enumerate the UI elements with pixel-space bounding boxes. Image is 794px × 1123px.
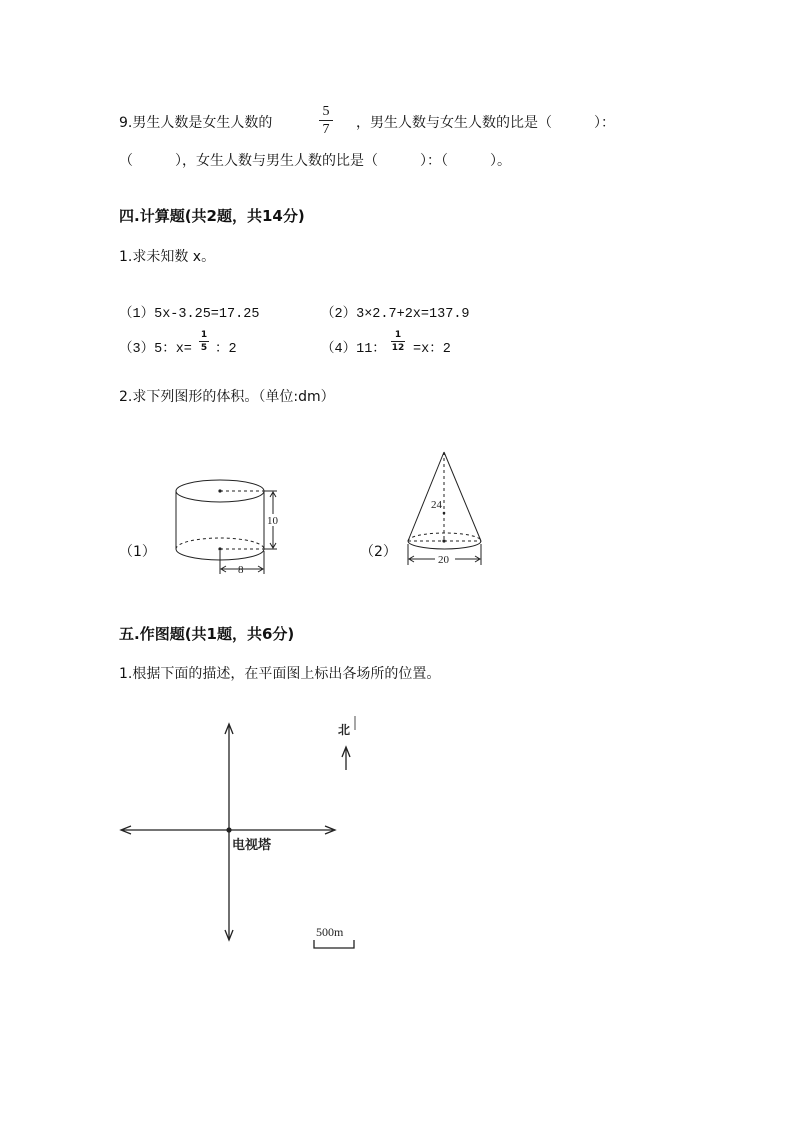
equation-3-numerator: 1	[200, 330, 208, 340]
cylinder-height-label: 10	[267, 515, 278, 527]
equation-4-fraction	[391, 330, 405, 353]
q9-fraction-numerator: 5	[322, 104, 330, 119]
figure-1-label: （1）	[119, 544, 156, 560]
q9-middle: ，男生人数与女生人数的比是（ ）：	[356, 115, 615, 131]
fraction-bar	[391, 341, 405, 342]
tv-tower-label: 电视塔	[232, 837, 272, 852]
map-figure	[115, 712, 365, 952]
equation-3-fraction	[199, 330, 209, 353]
equation-4-prefix: （4）11：	[321, 342, 386, 357]
equation-3-suffix: ：2	[215, 342, 237, 357]
equation-3-denominator: 5	[200, 343, 208, 353]
q9-fraction	[319, 104, 333, 137]
cone-height-label: 24	[431, 499, 442, 511]
cone-left-edge	[408, 452, 444, 541]
equation-4-suffix: =x：2	[413, 342, 451, 357]
scale-label: 500m	[316, 925, 344, 939]
north-label: 北	[338, 723, 351, 737]
equation-1: （1）5x-3.25=17.25	[119, 307, 260, 322]
fraction-bar	[199, 341, 209, 342]
q9-fraction-denominator: 7	[322, 122, 330, 137]
cylinder-bottom-back	[176, 538, 264, 549]
cone-height-marker	[443, 512, 446, 515]
q9-prefix: 9.男生人数是女生人数的	[119, 115, 273, 131]
section4-q2-title: 2.求下列图形的体积。（单位:dm）	[119, 389, 335, 405]
cylinder-bottom-center	[218, 547, 221, 550]
equation-4-denominator: 12	[391, 343, 405, 353]
equation-2: （2）3×2.7+2x=137.9	[321, 307, 470, 322]
section4-heading: 四.计算题(共2题，共14分)	[119, 207, 305, 225]
section4-q1-title: 1.求未知数 x。	[119, 249, 216, 265]
cone-right-edge	[444, 452, 481, 541]
cylinder-figure	[165, 470, 290, 578]
fraction-bar	[319, 120, 333, 121]
equation-3-prefix: （3）5：x=	[119, 342, 192, 357]
cylinder-top-center	[218, 489, 221, 492]
cone-base-center	[442, 539, 445, 542]
section5-heading: 五.作图题(共1题，共6分)	[119, 625, 295, 643]
equation-4-numerator: 1	[394, 330, 402, 340]
cone-figure	[402, 446, 488, 568]
cylinder-radius-label: 8	[238, 564, 244, 576]
tv-tower-point	[226, 827, 231, 832]
cone-diameter-label: 20	[438, 554, 449, 566]
scale-bar	[314, 940, 354, 948]
figure-2-label: （2）	[360, 544, 397, 560]
section5-q1-title: 1.根据下面的描述，在平面图上标出各场所的位置。	[119, 666, 441, 682]
q9-line2: （ ），女生人数与男生人数的比是（ ）：（ ）。	[119, 153, 511, 169]
